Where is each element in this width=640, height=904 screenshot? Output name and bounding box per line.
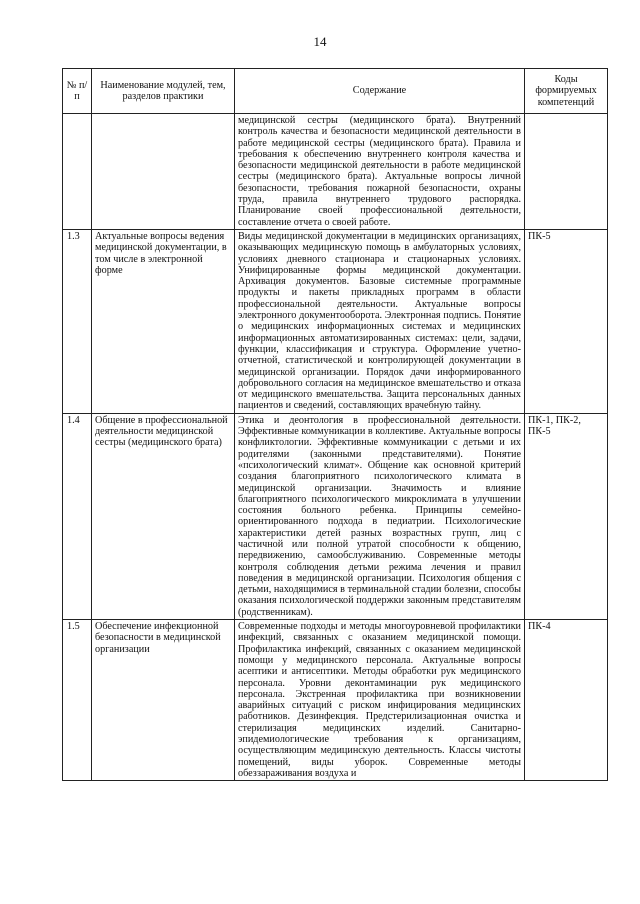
row-name: Общение в профессиональной деятельности медицинской сестры (медицинского брата) (92, 413, 235, 619)
row-name (92, 114, 235, 230)
table-row (63, 413, 608, 619)
row-num: 1.3 (63, 229, 92, 413)
header-num: № п/п (63, 69, 92, 114)
row-codes: ПК-5 (525, 229, 608, 413)
row-num: 1.5 (63, 620, 92, 781)
table-row (63, 114, 608, 230)
page-number: 14 (313, 34, 327, 49)
row-content: медицинской сестры (медицинского брата). Внутренний контроль качества и безопасности медицинской деятельности в работе медицинской сестры (медицинского брата). Правила и требования к обеспечению внутреннего контроля качества и безопасности медицинской деятельности в работе медицинской сестры (медицинского брата). Актуальные вопросы личной безопасности, требования пожарной безопасности, охраны труда, правила внутреннего трудового распорядка. Планирование своей профессиональной деятельности, составление отчета о своей работе. (235, 114, 525, 230)
header-codes: Коды формируемых компетенций (525, 69, 608, 114)
row-name: Обеспечение инфекционной безопасности в медицинской организации (92, 620, 235, 781)
row-content: Современные подходы и методы многоуровневой профилактики инфекций, связанных с оказанием медицинской помощи. Профилактика инфекций, связанных с оказанием медицинской помощи у медицинского персонала. Актуальные вопросы асептики и антисептики. Методы обработки рук медицинского персонала. Уровни деконтаминации рук медицинского персонала. Экстренная профилактика при возникновении аварийных ситуаций с риском инфицирования медицинских работников. Дезинфекция. Предстерилизационная очистка и стерилизация медицинских изделий. Санитарно-эпидемиологические требования к организациям, осуществляющим медицинскую деятельность. Классы чистоты помещений, виды уборок. Современные методы обеззараживания воздуха и (235, 620, 525, 781)
row-num (63, 114, 92, 230)
row-codes: ПК-4 (525, 620, 608, 781)
row-content: Этика и деонтология в профессиональной деятельности. Эффективные коммуникации в коллективе. Актуальные вопросы конфликтологии. Эффективные коммуникации с детьми и их родителями (законными представителями). Понятие «психологический климат». Общение как основной критерий создания благоприятного психологического климата в медицинской организации. Значимость и влияние благоприятного психологического микроклимата в улучшении состояния больного ребенка. Принципы семейно-ориентированного подхода в педиатрии. Психологические характеристики детей разных возрастных групп, лиц с частичной или полной утратой способности к общению, передвижению, самообслуживанию. Современные методы контроля соблюдения детьми режима лечения и правил поведения в медицинской организации. Психология общения с детьми, находящимися в терминальной стадии болезни, способы оказания психологической поддержки законным представителям (родственникам). (235, 413, 525, 619)
row-name: Актуальные вопросы ведения медицинской документации, в том числе в электронной форме (92, 229, 235, 413)
table-header-row (63, 69, 608, 114)
row-content: Виды медицинской документации в медицинских организациях, оказывающих медицинскую помощь в амбулаторных условиях, условиях дневного стационара и стационарных условиях. Унифицированные формы медицинской документации. Архивация документов. Базовые системные программные продукты и пакеты прикладных программ в области профессиональной деятельности. Актуальные вопросы электронного документооборота. Электронная подпись. Понятие о медицинских информационных системах и медицинских информационных автоматизированных системах: цели, задачи, функции, классификация и структура. Оформление учетно-отчетной, статистической и контролирующей документации в медицинской организации. Порядок дачи информированного добровольного согласия на медицинское вмешательство и отказа от медицинского вмешательства. Защита персональных данных пациентов и сведений, составляющих врачебную тайну. (235, 229, 525, 413)
row-num: 1.4 (63, 413, 92, 619)
row-codes: ПК-1, ПК-2, ПК-5 (525, 413, 608, 619)
table-row (63, 620, 608, 781)
header-name: Наименование модулей, тем, разделов практики (92, 69, 235, 114)
row-codes (525, 114, 608, 230)
practice-modules-table (62, 68, 608, 781)
header-content: Содержание (235, 69, 525, 114)
table-row (63, 229, 608, 413)
